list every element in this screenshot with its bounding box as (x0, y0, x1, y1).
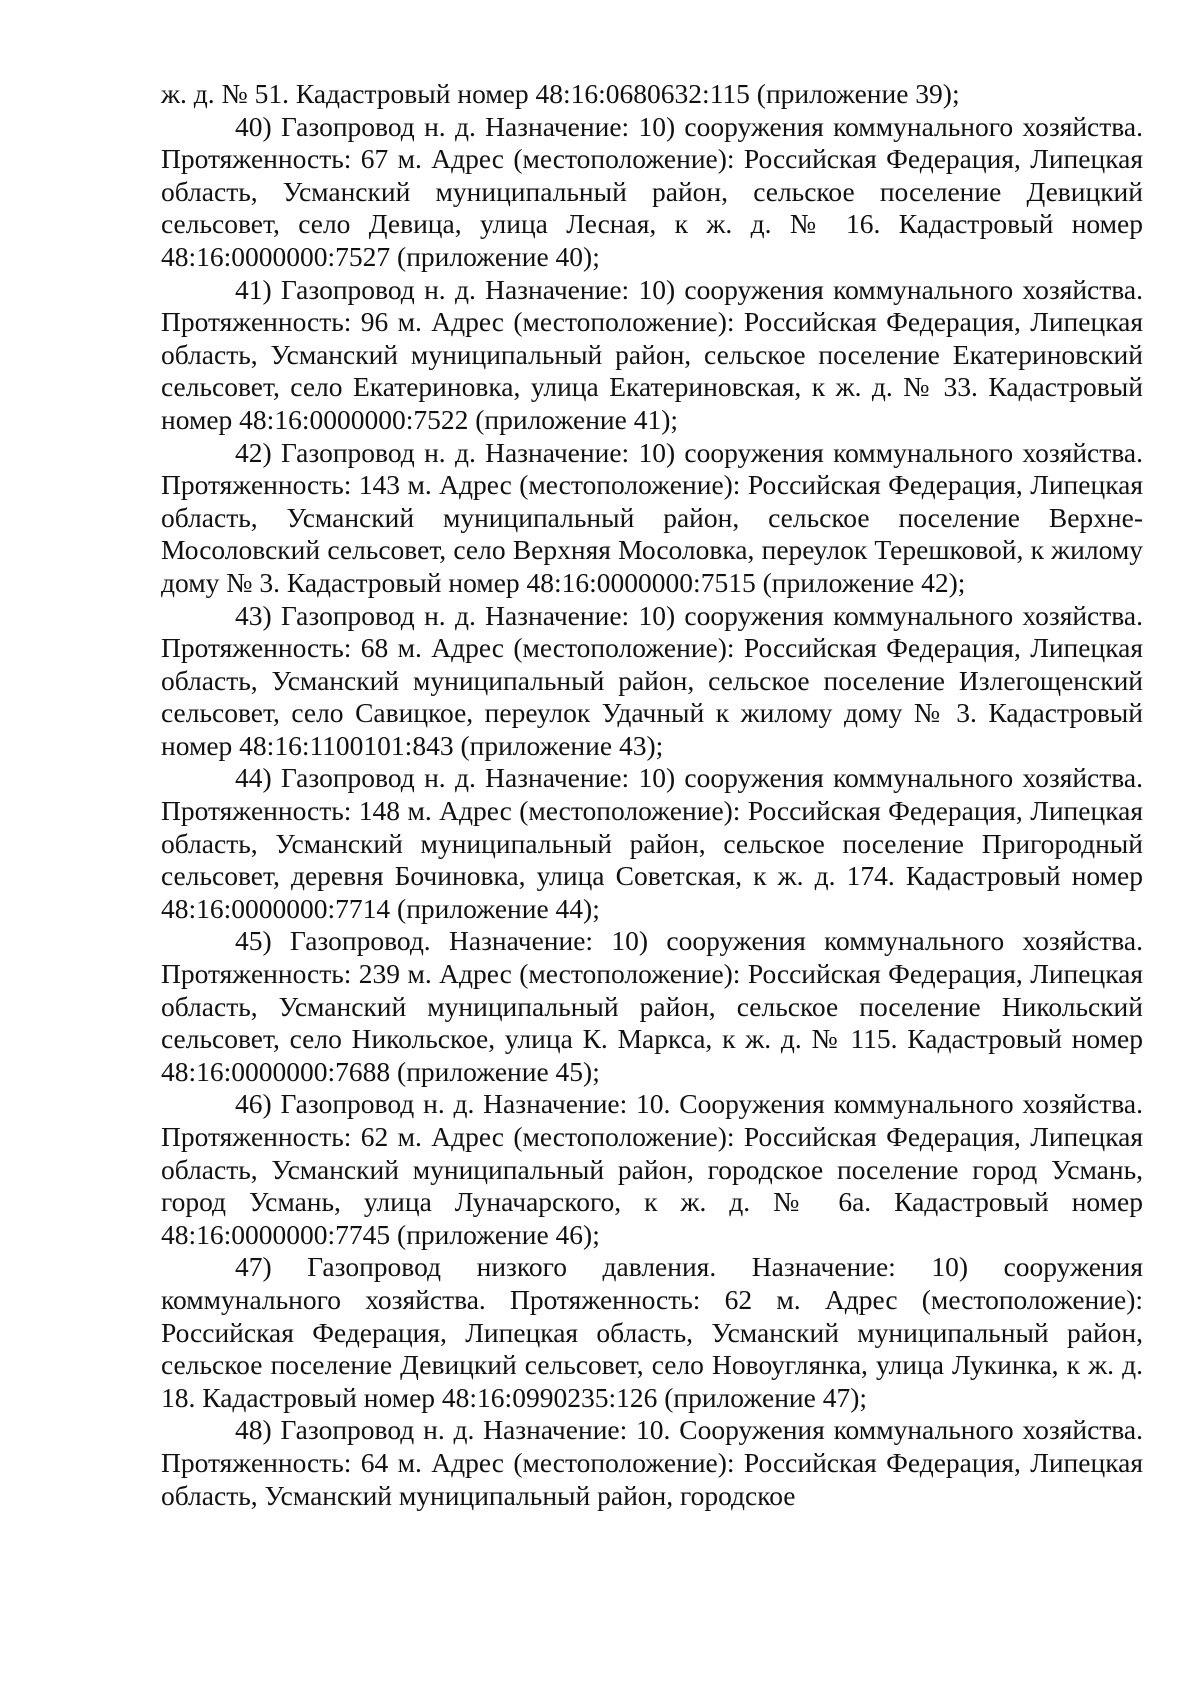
paragraph-item-45: 45) Газопровод. Назначение: 10) сооружения коммунального хозяйства. Протяженность: 239 м. Адрес (местоположение): Российская Федерация, Липецкая область, Усманский муниципальный район, сельское поселение Никольский сельсовет, село Никольское, улица К. Маркса, к ж. д. № 115. Кадастровый номер 48:16:0000000:7688 (приложение 45); (161, 925, 1143, 1087)
paragraph-item-46: 46) Газопровод н. д. Назначение: 10. Сооружения коммунального хозяйства. Протяженность: 62 м. Адрес (местоположение): Российская Федерация, Липецкая область, Усманский муниципальный район, городское поселение город Усмань, город Усмань, улица Луначарского, к ж. д. № 6а. Кадастровый номер 48:16:0000000:7745 (приложение 46); (161, 1088, 1143, 1250)
paragraph-item-44: 44) Газопровод н. д. Назначение: 10) сооружения коммунального хозяйства. Протяженность: 148 м. Адрес (местоположение): Российская Федерация, Липецкая область, Усманский муниципальный район, сельское поселение Пригородный сельсовет, деревня Бочиновка, улица Советская, к ж. д. 174. Кадастровый номер 48:16:0000000:7714 (приложение 44); (161, 762, 1143, 924)
paragraph-continuation: ж. д. № 51. Кадастровый номер 48:16:0680632:115 (приложение 39); (161, 78, 960, 109)
paragraph-item-42: 42) Газопровод н. д. Назначение: 10) сооружения коммунального хозяйства. Протяженность: 143 м. Адрес (местоположение): Российская Федерация, Липецкая область, Усманский муниципальный район, сельское поселение Верхне-Мосоловский сельсовет, село Верхняя Мосоловка, переулок Терешковой, к жилому дому № 3. Кадастровый номер 48:16:0000000:7515 (приложение 42); (161, 436, 1143, 598)
document-body (161, 78, 1143, 1512)
paragraph-item-43: 43) Газопровод н. д. Назначение: 10) сооружения коммунального хозяйства. Протяженность: 68 м. Адрес (местоположение): Российская Федерация, Липецкая область, Усманский муниципальный район, сельское поселение Излегощенский сельсовет, село Савицкое, переулок Удачный к жилому дому № 3. Кадастровый номер 48:16:1100101:843 (приложение 43); (161, 599, 1143, 761)
paragraph-item-40: 40) Газопровод н. д. Назначение: 10) сооружения коммунального хозяйства. Протяженность: 67 м. Адрес (местоположение): Российская Федерация, Липецкая область, Усманский муниципальный район, сельское поселение Девицкий сельсовет, село Девица, улица Лесная, к ж. д. № 16. Кадастровый номер 48:16:0000000:7527 (приложение 40); (161, 110, 1143, 272)
paragraph-item-41: 41) Газопровод н. д. Назначение: 10) сооружения коммунального хозяйства. Протяженность: 96 м. Адрес (местоположение): Российская Федерация, Липецкая область, Усманский муниципальный район, сельское поселение Екатериновский сельсовет, село Екатериновка, улица Екатериновская, к ж. д. № 33. Кадастровый номер 48:16:0000000:7522 (приложение 41); (161, 273, 1143, 435)
paragraph-item-47: 47) Газопровод низкого давления. Назначение: 10) сооружения коммунального хозяйства. Протяженность: 62 м. Адрес (местоположение): Российская Федерация, Липецкая область, Усманский муниципальный район, сельское поселение Девицкий сельсовет, село Новоуглянка, улица Лукинка, к ж. д. 18. Кадастровый номер 48:16:0990235:126 (приложение 47); (161, 1251, 1143, 1413)
paragraph-item-48: 48) Газопровод н. д. Назначение: 10. Сооружения коммунального хозяйства. Протяженность: 64 м. Адрес (местоположение): Российская Федерация, Липецкая область, Усманский муниципальный район, городское (161, 1414, 1143, 1511)
